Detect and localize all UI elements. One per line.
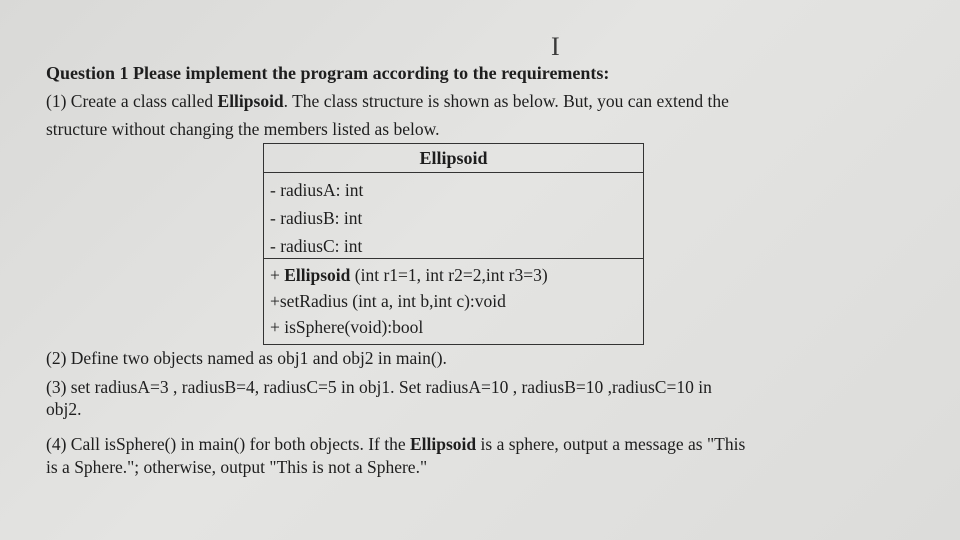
uml-method: +setRadius (int a, int b,int c):void	[270, 291, 506, 311]
step-2: (2) Define two objects named as obj1 and obj2 in main().	[46, 348, 447, 368]
step-4-line-1	[46, 436, 745, 454]
uml-constructor	[264, 262, 643, 288]
step-4-prefix: (4) Call isSphere() in main() for both objects. If the	[46, 434, 410, 454]
question-title: Question 1 Please implement the program according to the requirements:	[46, 63, 610, 83]
step-1-line-1	[46, 93, 729, 111]
uml-method: + isSphere(void):bool	[270, 317, 424, 337]
uml-constructor-prefix: +	[270, 265, 285, 285]
step-4-rest: is a sphere, output a message as "This	[476, 434, 746, 454]
step-4-class-name: Ellipsoid	[410, 434, 477, 454]
uml-attributes	[264, 173, 643, 259]
uml-attribute: - radiusA: int	[270, 180, 364, 200]
uml-methods	[264, 259, 643, 340]
uml-class-diagram	[263, 143, 644, 345]
uml-attribute: - radiusC: int	[270, 236, 363, 256]
step-4-line-2: is a Sphere."; otherwise, output "This is not a Sphere."	[46, 457, 428, 477]
step-3-line-1: (3) set radiusA=3 , radiusB=4, radiusC=5 in obj1. Set radiusA=10 , radiusB=10 ,radiusC=10 in	[46, 377, 712, 397]
step-1-line-2: structure without changing the members listed as below.	[46, 119, 440, 139]
uml-class-name: Ellipsoid	[264, 144, 643, 173]
uml-constructor-params: (int r1=1, int r2=2,int r3=3)	[350, 265, 548, 285]
step-1-class-name: Ellipsoid	[217, 91, 284, 111]
uml-constructor-name: Ellipsoid	[284, 265, 351, 285]
step-1-prefix: (1) Create a class called	[46, 91, 218, 111]
step-1-rest: . The class structure is shown as below. But, you can extend the	[283, 91, 729, 111]
step-3-line-2: obj2.	[46, 399, 82, 419]
text-cursor-icon: I	[551, 32, 560, 61]
uml-attribute: - radiusB: int	[270, 208, 363, 228]
